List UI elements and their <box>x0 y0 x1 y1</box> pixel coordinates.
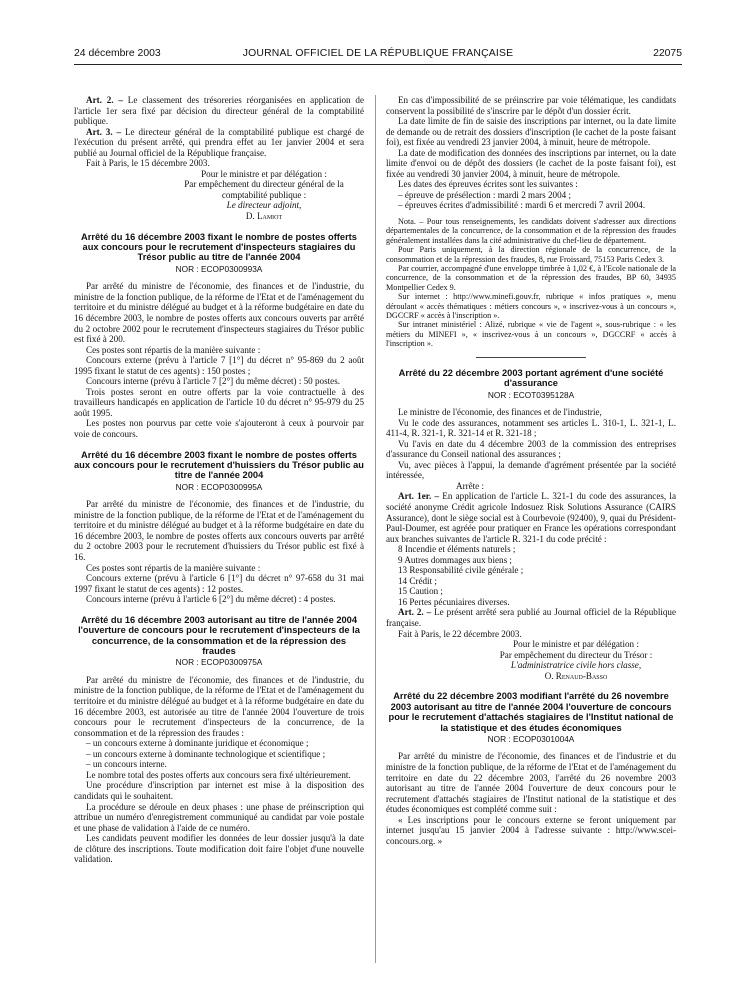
intro-article-3 <box>74 127 364 159</box>
paragraph: Le nombre total des postes offerts aux concours sera fixé ultérieurement. <box>86 769 351 780</box>
paragraph: La procédure se déroule en deux phases : une phase de préinscription qui attribue un numéro d'enregistrement communiqué au candidat par voie postale et une phase de validation à l'aide de ce numéro. <box>74 801 364 833</box>
article-label: Art. 1er. – <box>398 491 440 502</box>
signatory: O. Renaud-Basso <box>544 670 608 681</box>
list-item: – épreuves écrites d'admissibilité : mardi 6 et mercredi 7 avril 2004. <box>398 200 646 211</box>
intro-article-2 <box>74 95 364 127</box>
article-label: Art. 2. – <box>398 607 432 618</box>
branch-item: 16 Pertes pécuniaires diverses. <box>398 596 510 607</box>
paragraph: La date limite de fin de saisie des inscriptions par internet, ou la date limite de demande ou de retrait des dossiers d'inscription (le cachet de la poste faisant foi), est fixée au vendredi 23 janvier 2004, à minuit, heure de métropole. <box>386 116 676 148</box>
intro-fait: Fait à Paris, le 15 décembre 2003. <box>86 158 210 169</box>
paragraph: Trois postes seront en outre offerts par la voie contractuelle à des travailleurs handicapés en application de l'article 10 du décret n° 95-979 du 25 août 1995. <box>74 386 364 418</box>
paragraph: La date de modification des données des inscriptions par internet, ou la date limite d'envoi ou de dépôt des dossiers (le cachet de la poste faisant foi), est fixée au vendredi 30 janvier 2004, à minuit, heure de métropole. <box>386 147 676 179</box>
branch-item: 15 Caution ; <box>398 586 443 597</box>
paragraph: Concours externe (prévu à l'article 6 [1°] du décret n° 97-658 du 31 mai 1997 fixant le statut de ces agents) : 12 postes. <box>74 573 364 594</box>
article-text: Le classement des trésoreries réorganisées en application de l'article 1er sera fixé par décision du directeur général de la comptabilité publique. <box>74 95 364 127</box>
branch-item: 8 Incendie et éléments naturels ; <box>398 544 516 555</box>
right-column <box>386 95 676 846</box>
paragraph: En cas d'impossibilité de se préinscrire par voie télématique, les candidats conservent la possibilité de s'inscrire par le dépôt d'un dossier écrit. <box>386 95 676 116</box>
paragraph: Vu le code des assurances, notamment ses articles L. 310-1, L. 321-1, L. 411-4, R. 321-1, R. 321-14 et R. 321-18 ; <box>386 417 676 439</box>
section-separator <box>476 357 586 358</box>
list-item: – un concours externe à dominante technologique et scientifique ; <box>86 748 326 759</box>
nota-paragraph: Par courrier, accompagné d'une enveloppe timbrée à 1,02 €, à l'Ecole nationale de la concurrence, de la consommation et de la répression des fraudes, BP 60, 34935 Montpellier Cedex 9. <box>386 264 676 292</box>
intro-signatory: D. Lamiot <box>245 211 283 222</box>
article-text: Le présent arrêté sera publié au Journal officiel de la République française. <box>386 607 676 628</box>
signature-title: L'administratrice civile hors classe, <box>510 660 642 671</box>
article-text: Le directeur général de la comptabilité publique est chargé de l'exécution du présent arrêté, qui prendra effet au 1er janvier 2004 et sera publié au Journal officiel de la République française. <box>74 126 364 158</box>
paragraph: Par arrêté du ministre de l'économie, des finances et de l'industrie et du ministre de la fonction publique, de la réforme de l'Etat et de l'aménagement du territoire en date du 22 décembre 2003, l'arrêté du 26 novembre 2003 autorisant au titre de l'année 2004 l'ouverture de deux concours pour le recrutement d'attachés stagiaires de l'Institut national de la statistique et des études économiques est complété comme suit : <box>386 751 676 815</box>
nor-reference: NOR : ECOP0301004A <box>487 733 575 744</box>
paragraph: « Les inscriptions pour le concours externe se feront uniquement par internet jusqu'au 15 janvier 2004 à l'adresse suivante : http://www.scei-concours.org. » <box>386 814 676 846</box>
left-column <box>74 95 364 865</box>
journal-title: JOURNAL OFFICIEL DE LA RÉPUBLIQUE FRANÇAISE <box>242 48 514 59</box>
paragraph: Vu, avec pièces à l'appui, la demande d'agrément présentée par la société intéressée, <box>386 459 676 481</box>
paragraph: Ces postes sont répartis de la manière suivante : <box>86 562 261 573</box>
fait: Fait à Paris, le 22 décembre 2003. <box>398 628 522 639</box>
column-divider <box>375 95 376 963</box>
signature-line: Pour le ministre et par délégation : <box>513 639 639 650</box>
paragraph: Les candidats peuvent modifier les données de leur dossier jusqu'à la date de clôture des inscriptions. Toute modification doit faire l'objet d'une nouvelle validation. <box>74 833 364 865</box>
paragraph: Ces postes sont répartis de la manière suivante : <box>86 344 261 355</box>
intro-signature-line: Pour le ministre et par délégation : <box>201 168 327 179</box>
paragraph: Par arrêté du ministre de l'économie, des finances et de l'industrie, du ministre de la fonction publique, de la réforme de l'Etat et de l'aménagement du territoire et du ministre délégué au budget et à la réforme budgétaire en date du 16 décembre 2003, le nombre de postes offerts aux concours ouverts par arrêté du 2 octobre 2003 pour le recrutement d'huissiers du Trésor public est fixé à 16. <box>74 499 364 563</box>
paragraph: Le ministre de l'économie, des finances et de l'industrie, <box>398 407 602 418</box>
section-title: Arrêté du 22 décembre 2003 portant agrément d'une société d'assurance <box>398 367 664 389</box>
intro-signature-line: Par empêchement du directeur général de la comptabilité publique : <box>184 179 344 200</box>
paragraph: Concours interne (prévu à l'article 7 [2°] du même décret) : 50 postes. <box>86 376 341 387</box>
nota-paragraph: Nota. – Pour tous renseignements, les candidats doivent s'adresser aux directions départementales de la concurrence, de la consommation et de la répression des fraudes généralement installées dans la cité administrative du chef-lieu de département. <box>386 217 676 245</box>
section-title: Arrêté du 22 décembre 2003 modifiant l'arrêté du 26 novembre 2003 autorisant au titre de l'année 2004 l'ouverture de concours pour le recrutement d'attachés stagiaires de l'Institut national de la statistique et des études économiques <box>388 691 674 733</box>
arrete-heading: Arrête : <box>456 480 485 491</box>
branch-item: 14 Crédit ; <box>398 575 437 586</box>
article-label: Art. 3. – <box>86 126 122 137</box>
section-title: Arrêté du 16 décembre 2003 fixant le nombre de postes offerts aux concours pour le recrutement d'huissiers du Trésor public au titre de l'année 2004 <box>74 449 364 481</box>
signature-line: Par empêchement du directeur du Trésor : <box>499 649 653 660</box>
list-item: – épreuve de présélection : mardi 2 mars 2004 ; <box>398 189 571 200</box>
header-rule <box>74 64 682 65</box>
intro-signature-title: Le directeur adjoint, <box>226 200 302 211</box>
nota-paragraph: Pour Paris uniquement, à la direction régionale de la concurrence, de la consommation et de la répression des fraudes, 8, rue Froissard, 75153 Paris Cedex 3. <box>386 245 676 264</box>
section-title: Arrêté du 16 décembre 2003 fixant le nombre de postes offerts aux concours pour le recrutement d'inspecteurs stagiaires du Trésor public au titre de l'année 2004 <box>81 231 357 263</box>
nor-reference: NOR : ECOP0300975A <box>175 657 263 668</box>
paragraph: Concours externe (prévu à l'article 7 [1°] du décret n° 95-869 du 2 août 1995 fixant le statut de ces agents) : 150 postes ; <box>74 355 364 376</box>
branch-item: 9 Autres dommages aux biens ; <box>398 554 512 565</box>
nor-reference: NOR : ECOP0300993A <box>175 263 263 274</box>
section-title: Arrêté du 16 décembre 2003 autorisant au titre de l'année 2004 l'ouverture de concours pour le recrutement d'inspecteurs de la concurrence, de la consommation et de la répression des fraudes <box>78 614 360 656</box>
paragraph: Les postes non pourvus par cette voie s'ajouteront à ceux à pourvoir par voie de concours. <box>74 418 364 439</box>
branch-item: 13 Responsabilité civile générale ; <box>398 565 524 576</box>
header-date: 24 décembre 2003 <box>74 48 161 59</box>
paragraph: Une procédure d'inscription par internet est mise à la disposition des candidats qui le souhaitent. <box>74 780 364 801</box>
article-2 <box>386 607 676 628</box>
nor-reference: NOR : ECOT0395128A <box>487 389 575 400</box>
article-text: En application de l'article L. 321-1 du code des assurances, la société anonyme Crédit agricole Indosuez Risk Solutions Assurance (CAIRS Assurance), dont le siège social est à Courbevoie (92400), 9, quai du Président-Paul-Doumer, est agréée pour pratiquer en France les opérations correspondant aux branches suivantes de l'article R. 321-1 du code précité : <box>386 491 676 544</box>
list-item: – un concours externe à dominante juridique et économique ; <box>86 738 309 749</box>
page-number: 22075 <box>653 48 682 59</box>
paragraph: Par arrêté du ministre de l'économie, des finances et de l'industrie, du ministre de la fonction publique, de la réforme de l'Etat et de l'aménagement du territoire et du ministre délégué au budget et à la réforme budgétaire en date du 16 décembre 2003, est autorisée au titre de l'année 2004 l'ouverture de trois concours pour le recrutement d'inspecteurs de la concurrence, de la consommation et de la répression des fraudes : <box>74 674 364 738</box>
nota-paragraph: Sur internet : http://www.minefi.gouv.fr, rubrique « infos pratiques », menu déroulant « accès thématiques : métiers concours », « inscrivez-vous à un concours », DGCCRF « accès à l'inscription ». <box>386 292 676 321</box>
article-label: Art. 2. – <box>86 95 123 105</box>
paragraph: Par arrêté du ministre de l'économie, des finances et de l'industrie, du ministre de la fonction publique, de la réforme de l'Etat et de l'aménagement du territoire et du ministre délégué au budget et à la réforme budgétaire en date du 16 décembre 2003, le nombre de postes offerts aux concours ouverts par arrêté du 2 octobre 2002 pour le recrutement d'inspecteurs stagiaires du Trésor public est fixé à 200. <box>74 281 364 345</box>
list-item: – un concours interne. <box>86 759 167 770</box>
page-header <box>74 48 682 62</box>
article-1 <box>386 491 676 544</box>
paragraph: Concours interne (prévu à l'article 6 [2°] du même décret) : 4 postes. <box>86 594 336 605</box>
nota-paragraph: Sur intranet ministériel : Alizé, rubrique « vie de l'agent », sous-rubrique : « les métiers du MINEFI », « inscrivez-vous à un concours », DGCCRF « accès à l'inscription ». <box>386 320 676 349</box>
nor-reference: NOR : ECOP0300995A <box>175 481 263 492</box>
paragraph: Les dates des épreuves écrites sont les suivantes : <box>398 179 578 190</box>
paragraph: Vu l'avis en date du 4 décembre 2003 de la commission des entreprises d'assurance du Conseil national des assurances ; <box>386 438 676 460</box>
